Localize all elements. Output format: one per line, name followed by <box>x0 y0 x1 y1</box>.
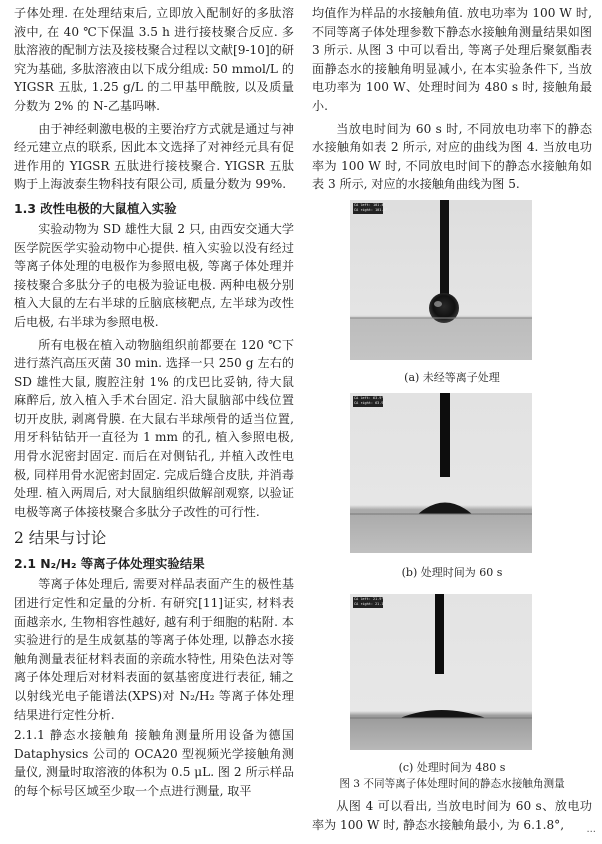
left-paragraph-1: 子体处理. 在处理结束后, 立即放入配制好的多肽溶液中, 在 40 ℃下保温 3.5 h 进行接枝聚合反应. 多肽溶液的配制方法及接枝聚合过程以文献[9-10]的研究为基础, 多肽溶液由以下成分组成: 50 mmol/L 的 YIGSR 五肽, 1.25 g/L 的二甲基甲酰胺, 以及质量分数为 2% 的 N-乙基吗啉. <box>14 6 294 113</box>
figure-3b-overlay-text: CA left: 63.9° CA right: 63.9° <box>354 396 386 405</box>
section-2-heading: 2 结果与讨论 <box>14 529 107 548</box>
figure-3c-overlay-text: CA left: 21.9° CA right: 21.1° <box>354 597 386 606</box>
section-2-1-heading: 2.1 N₂/H₂ 等离子体处理实验结果 <box>14 556 205 572</box>
left-paragraph-3: 实验动物为 SD 雄性大鼠 2 只, 由西安交通大学医学院医学实验动物中心提供. 植入实验以没有经过等离子体处理的电极作为参照电极, 等离子体处理并接枝聚合多肽分子的电极为验证电极. 两种电极分别植入大鼠的左右半球的丘脑底核靶点, 左半球为改性后电极, 右半球为参照电极. <box>14 221 294 329</box>
section-1-3-heading: 1.3 改性电极的大鼠植入实验 <box>14 200 177 216</box>
figure-3c-image <box>350 594 532 750</box>
figure-3a-caption: (a) 未经等离子处理 <box>404 371 500 384</box>
figure-3b-image <box>350 393 532 553</box>
figure-3-title: 图 3 不同等离子体处理时间的静态水接触角测量 <box>339 778 565 790</box>
left-paragraph-4: 所有电极在植入动物脑组织前都要在 120 ℃下进行蒸汽高压灭菌 30 min. 选择一只 250 g 左右的 SD 雄性大鼠, 腹腔注射 1% 的戊巴比妥钠, 待大鼠麻醉后, 放入植入手术台固定. 沿大鼠脑部中线位置切开皮肤, 剥离骨膜. 在大鼠右半球颅骨的适当位置, 用牙科钻钻开一直径为 1 mm 的孔, 植入参照电极, 用骨水泥密封固定. 而后在对侧钻孔, 并植入改性电极, 同样用骨水泥密封固定. 完成后缝合皮肤, 并消毒处理. 植入两周后, 对大鼠脑组织做解剖观察, 以验证电极等离子体接枝聚合多肽分子改性的可行性. <box>14 337 294 519</box>
section-2-1-1-paragraph: 2.1.1 静态水接触角 接触角测量所用设备为德国 Dataphysics 公司的 OCA20 型视频光学接触角测量仪, 测量时取溶液的体积为 0.5 μL. 图 2 所示样品的每个标号区域至少取一个点进行测量, 取平 <box>14 728 294 798</box>
figure-3a-image <box>350 200 532 360</box>
watermark-stamp: ··· <box>586 827 596 838</box>
figure-3c-caption: (c) 处理时间为 480 s <box>398 761 506 774</box>
figure-3b-caption: (b) 处理时间为 60 s <box>401 566 503 579</box>
left-paragraph-2: 由于神经刺激电极的主要治疗方式就是通过与神经元建立点的联系, 因此本文选择了对神经元具有促进作用的 YIGSR 五肽进行接枝聚合. YIGSR 五肽购于上海波泰生物科技有限公司, 质量分数为 99%. <box>14 121 294 192</box>
figure-3a-overlay-text: CA left: 101.4° CA right: 101.4° <box>354 203 388 212</box>
right-paragraph-1: 均值作为样品的水接触角值. 放电功率为 100 W 时, 不同等离子体处理参数下静态水接触角测量结果如图 3 所示. 从图 3 中可以看出, 等离子处理后聚氨酯表面静态水的接触角明显减小, 在本实验条件下, 当放电功率为 100 W、处理时间为 480 s 时, 接触角最小. <box>312 6 592 113</box>
left-paragraph-5: 等离子体处理后, 需要对样品表面产生的极性基团进行定性和定量的分析. 有研究[11]证实, 材料表面越亲水, 生物相容性越好, 越有利于细胞的粘附. 本实验进行的是生成氨基的等离子体处理, 以静态水接触角测量表征材料表面的亲疏水特性, 用染色法对等离子体处理后对材料表面的氨基密度进行表征, 辅之以射线光电子能谱法(XPS)对 N₂/H₂ 等离子体处理结果进行定性分析. <box>14 577 294 722</box>
left-column <box>14 0 294 801</box>
right-column <box>312 0 592 194</box>
right-paragraph-3: 从图 4 可以看出, 当放电时间为 60 s、放电功率为 100 W 时, 静态水接触角最小, 为 6.1.8°, <box>312 799 592 832</box>
right-paragraph-2: 当放电时间为 60 s 时, 不同放电功率下的静态水接触角如表 2 所示, 对应的曲线为图 4. 当放电功率为 100 W 时, 不同放电时间下的静态水接触角如表 3 所示, 对应的水接触角曲线为图 5. <box>312 121 592 192</box>
